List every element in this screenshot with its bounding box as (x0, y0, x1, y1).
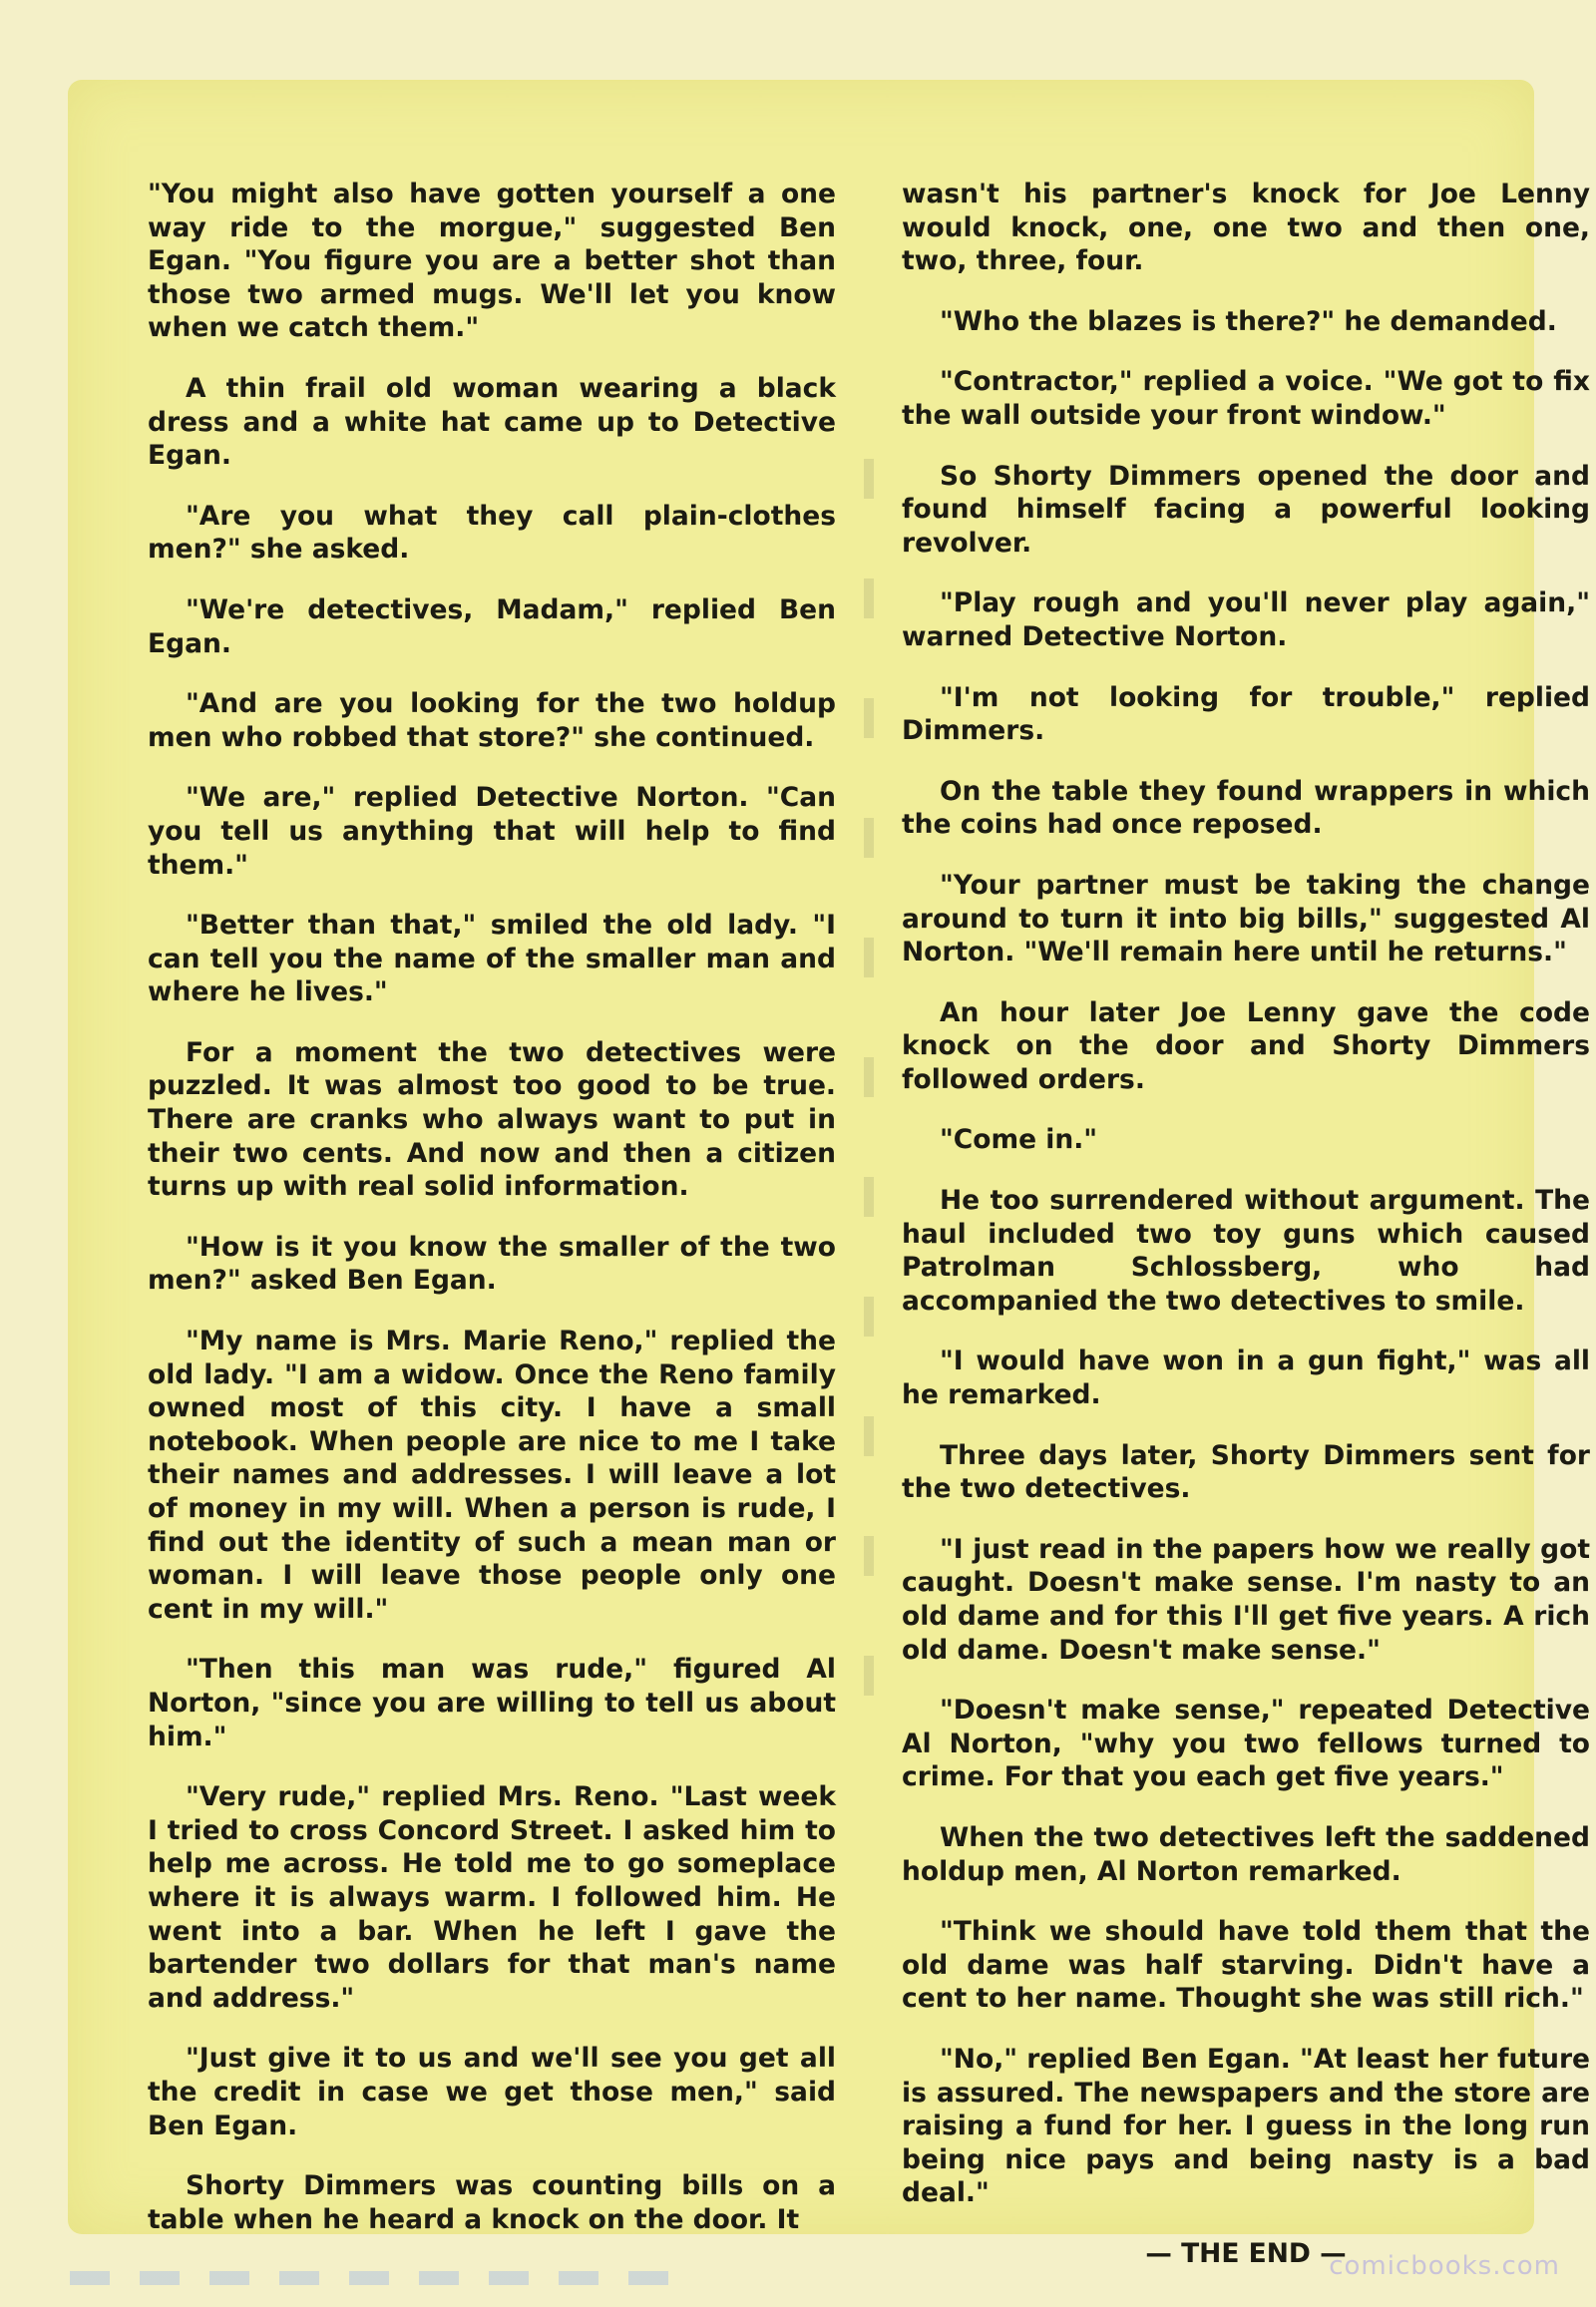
paragraph: "Who the blazes is there?" he demanded. (940, 305, 1557, 337)
paragraph: "And are you looking for the two holdup men who robbed that store?" she continued. (148, 688, 836, 753)
watermark: comicbooks.com (1329, 2251, 1560, 2281)
paragraph: "Think we should have told them that the old dame was half starving. Didn't have a cent to her name. Thought she was still rich." (902, 1916, 1590, 2015)
paragraph: "Just give it to us and we'll see you get all the credit in case we get those men," said Ben Egan. (148, 2043, 836, 2141)
paragraph: "You might also have gotten yourself a one way ride to the morgue," suggested Ben Egan. "You figure you are a better shot than those two armed mugs. We'll let you know when we catch them." (148, 179, 836, 344)
paragraph: "We're detectives, Madam," replied Ben Egan. (148, 593, 836, 659)
paragraph: "Then this man was rude," figured Al Norton, "since you are willing to tell us about him." (148, 1654, 836, 1752)
paragraph: He too surrendered without argument. The haul included two toy guns which caused Patrolman Schlossberg, who had accompanied the two detectives to smile. (902, 1185, 1590, 1317)
paragraph: Three days later, Shorty Dimmers sent for the two detectives. (902, 1439, 1590, 1505)
paragraph: "How is it you know the smaller of the two men?" asked Ben Egan. (148, 1231, 836, 1297)
paragraph: When the two detectives left the saddened holdup men, Al Norton remarked. (902, 1821, 1590, 1887)
left-column (148, 178, 836, 2263)
paragraph: An hour later Joe Lenny gave the code knock on the door and Shorty Dimmers followed orders. (902, 996, 1590, 1095)
paragraph: A thin frail old woman wearing a black dress and a white hat came up to Detective Egan. (148, 372, 836, 472)
paragraph: "Play rough and you'll never play again," warned Detective Norton. (902, 587, 1590, 652)
paragraph: "We are," replied Detective Norton. "Can you tell us anything that will help to find them." (148, 782, 836, 881)
paragraph: wasn't his partner's knock for Joe Lenny would knock, one, one two and then one, two, three, four. (902, 179, 1590, 277)
paragraph: So Shorty Dimmers opened the door and found himself facing a powerful looking revolver. (902, 460, 1590, 559)
paragraph: For a moment the two detectives were puzzled. It was almost too good to be true. There are cranks who always want to put in their two cents. And now and then a citizen turns up with real solid information. (148, 1036, 836, 1203)
paragraph: "Very rude," replied Mrs. Reno. "Last week I tried to cross Concord Street. I asked him to help me across. He told me to go someplace where it is always warm. I followed him. He went into a bar. When he left I gave the bartender two dollars for that man's name and address." (148, 1781, 836, 2014)
paragraph: "No," replied Ben Egan. "At least her future is assured. The newspapers and the store are raising a fund for her. I guess in the long run being nice pays and being nasty is a bad deal." (902, 2043, 1590, 2209)
paragraph: "Doesn't make sense," repeated Detective Al Norton, "why you two fellows turned to crime. For that you each get five years." (902, 1695, 1590, 1793)
paragraph: "I would have won in a gun fight," was all he remarked. (902, 1346, 1590, 1411)
paragraph: "Come in." (940, 1124, 1098, 1156)
paragraph: Shorty Dimmers was counting bills on a table when he heard a knock on the door. It (148, 2170, 836, 2235)
paragraph: On the table they found wrappers in which the coins had once reposed. (902, 775, 1590, 841)
paragraph: "My name is Mrs. Marie Reno," replied the old lady. "I am a widow. Once the Reno family owned most of this city. I have a small notebook. When people are nice to me I take their names and addresses. I will leave a lot of money in my will. When a person is rude, I find out the identity of such a mean man or woman. I will leave those people only one cent in my will." (148, 1326, 836, 1625)
paragraph: "I'm not looking for trouble," replied Dimmers. (902, 681, 1590, 747)
right-column (902, 178, 1590, 2298)
paragraph: "Better than that," smiled the old lady. "I can tell you the name of the smaller man and where he lives." (148, 910, 836, 1008)
paragraph: "I just read in the papers how we really got caught. Doesn't make sense. I'm nasty to an old dame and for this I'll get five years. A rich old dame. Doesn't make sense." (902, 1533, 1590, 1666)
the-end-label: — THE END — (1145, 2237, 1347, 2269)
column-gutter (864, 459, 874, 1755)
paragraph: "Are you what they call plain-clothes men?" she asked. (148, 500, 836, 566)
scan-edge-strip (70, 2271, 668, 2285)
paragraph: "Your partner must be taking the change around to turn it into big bills," suggested Al Norton. "We'll remain here until he returns." (902, 869, 1590, 968)
paragraph: "Contractor," replied a voice. "We got to fix the wall outside your front window." (902, 366, 1590, 431)
